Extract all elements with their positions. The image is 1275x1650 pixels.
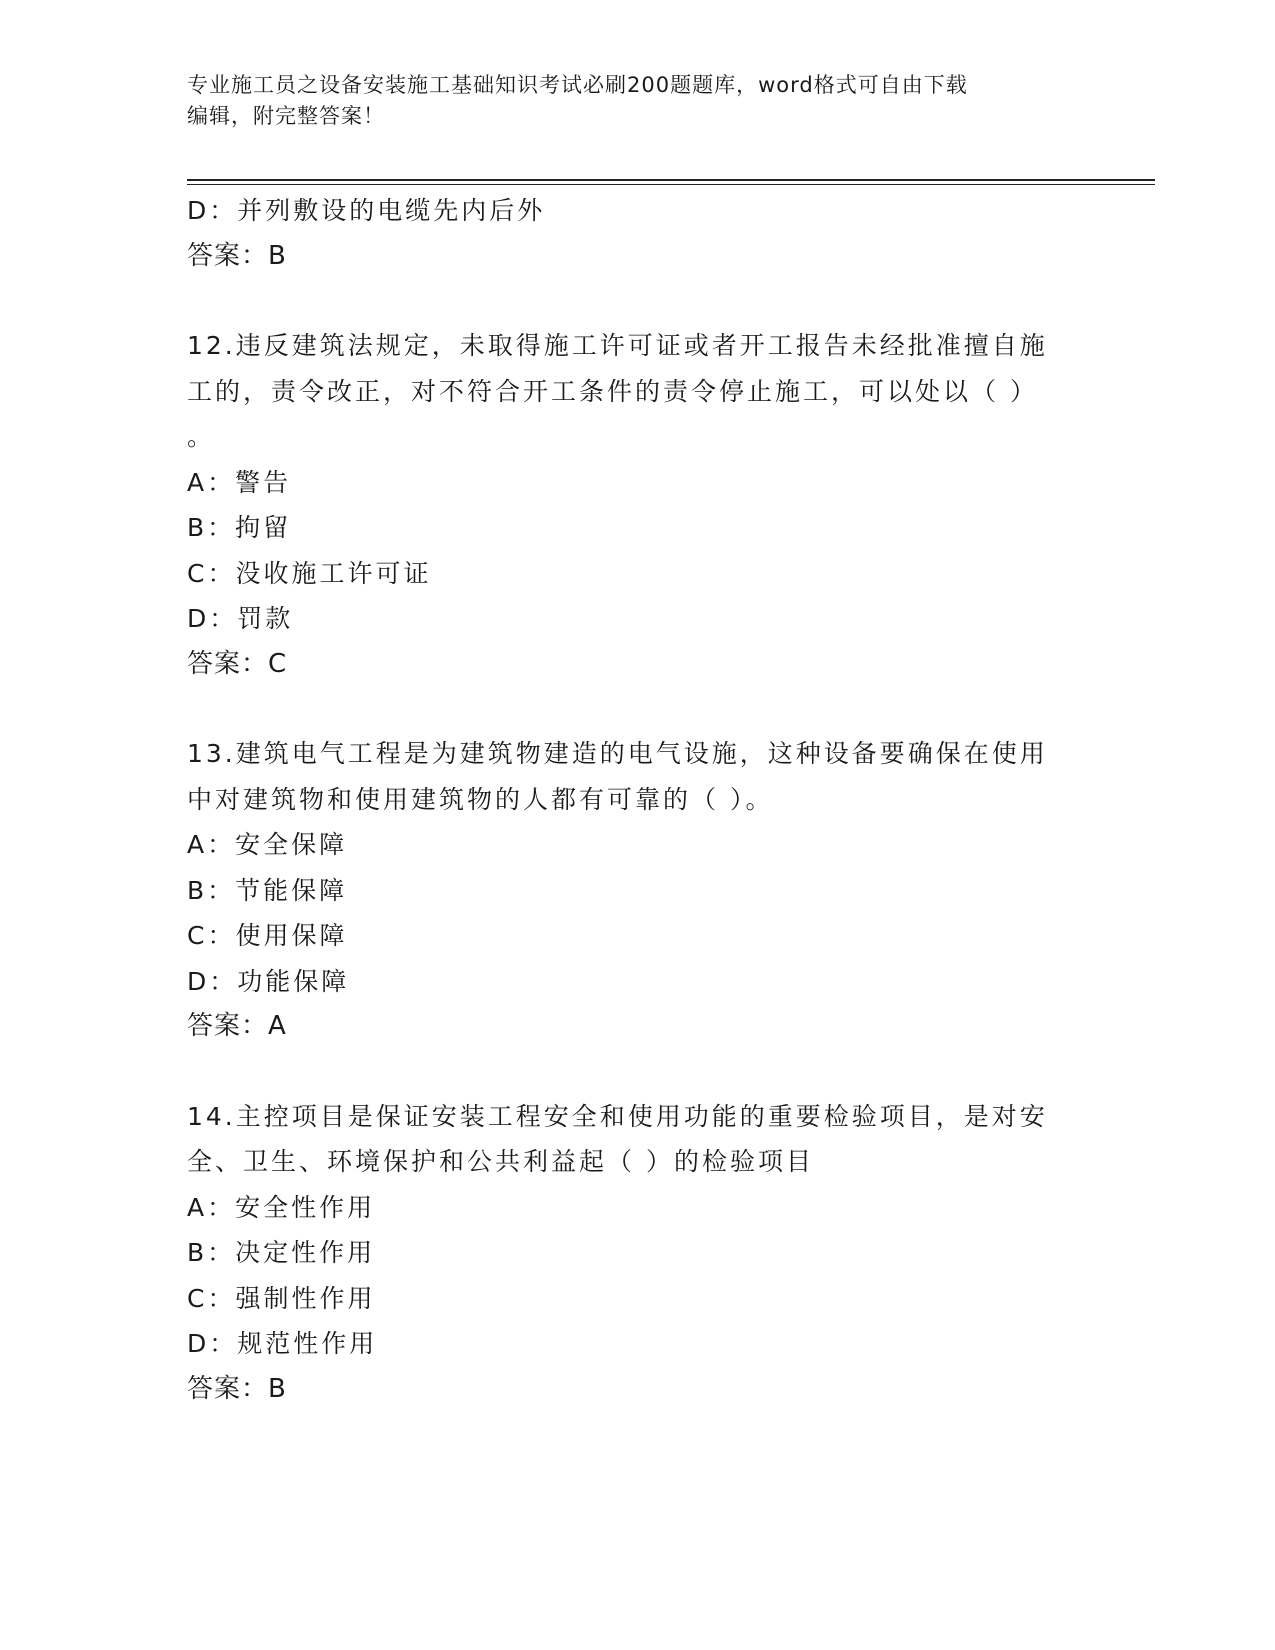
question-line: 14.主控项目是保证安装工程安全和使用功能的重要检验项目，是对安 (187, 1101, 1048, 1131)
question-line: 中对建筑物和使用建筑物的人都有可靠的（ ）。 (187, 784, 774, 814)
question-line: 全、卫生、环境保护和公共利益起（ ）的检验项目 (187, 1147, 814, 1176)
header-rule-thick (187, 179, 1155, 181)
question-text (187, 731, 1087, 822)
question-13 (187, 731, 1087, 1050)
question-12 (187, 323, 1087, 687)
answer: 答案：A (187, 1011, 287, 1041)
option-a: A：安全保障 (187, 830, 348, 859)
option-b: B：节能保障 (187, 875, 348, 905)
question-line: 13.建筑电气工程是为建筑物建造的电气设施，这种设备要确保在使用 (187, 739, 1048, 768)
option-c: C：使用保障 (187, 921, 348, 950)
question-text (187, 1094, 1087, 1185)
answer: 答案：B (187, 240, 287, 271)
question-14 (187, 1094, 1087, 1413)
option-c: C：强制性作用 (187, 1283, 376, 1313)
question-line: 。 (187, 422, 216, 451)
answer: 答案：C (187, 648, 288, 679)
question-line: 12.违反建筑法规定，未取得施工许可证或者开工报告未经批准擅自施 (187, 331, 1048, 360)
option-d: D：规范性作用 (187, 1329, 378, 1358)
option-b: B：决定性作用 (187, 1238, 376, 1267)
option-c: C：没收施工许可证 (187, 558, 432, 588)
header-rule-thin (187, 184, 1155, 185)
option-b: B：拘留 (187, 513, 292, 542)
document-body (187, 188, 1087, 1412)
option-d: D：罚款 (187, 604, 294, 633)
question-line: 工的，责令改正，对不符合开工条件的责令停止施工，可以处以（ ） (187, 376, 1038, 406)
answer: 答案：B (187, 1373, 287, 1404)
question-text (187, 323, 1087, 460)
header-line-2: 编辑，附完整答案！ (187, 104, 385, 128)
option-a: A：安全性作用 (187, 1192, 376, 1222)
option-a: A：警告 (187, 467, 292, 497)
header-line-1: 专业施工员之设备安装施工基础知识考试必刷200题题库，word格式可自由下载 (187, 73, 968, 97)
option-d: D：并列敷设的电缆先内后外 (187, 196, 546, 225)
option-d: D：功能保障 (187, 966, 350, 996)
document-header (187, 70, 1087, 132)
